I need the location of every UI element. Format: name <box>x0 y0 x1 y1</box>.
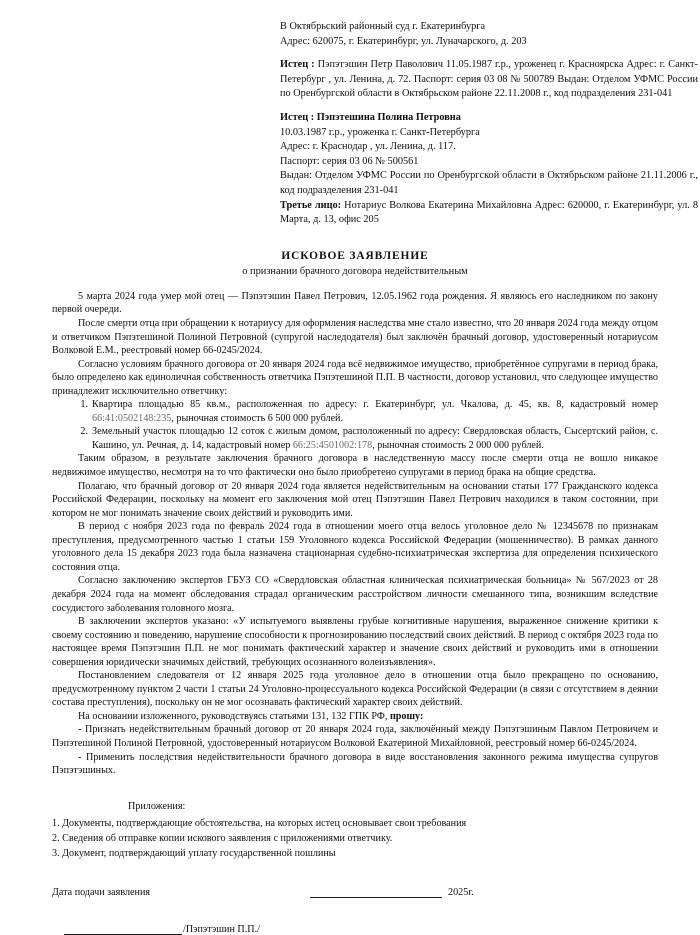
property-value: , рыночная стоимость 6 500 000 рублей. <box>171 412 344 424</box>
request-item-1: - Признать недействительным брачный договор от 20 января 2024 года, заключённый между Пэпэтэшиным Павлом Петровичем и Пэпэтешиной Полиной Петровной, удостоверенный нотариусом Волковой Екатериной Михайловной, реестровый номер 66-0245/2024. <box>52 724 658 749</box>
paragraph-notary-discovery: После смерти отца при обращении к нотариусу для оформления наследства мне стало известно, что 20 января 2024 года между отцом и ответчиком Пэпэтешиной Полиной Петровной (супругой наследодателя) был заключён брачный договор, удостоверенный нотариусом Волковой Е.М., реестровый номер 66-0245/2024. <box>52 318 658 357</box>
paragraph-death: 5 марта 2024 года умер мой отец — Пэпэтэшин Павел Петрович, 12.05.1962 года рождения. Я являюсь его наследником по закону первой очереди. <box>52 290 658 316</box>
filing-date-line[interactable] <box>310 887 442 898</box>
list-item <box>92 398 658 425</box>
page-subtitle: о признании брачного договора недействительным <box>242 265 468 277</box>
list-item: 2. Сведения об отправке копии искового заявления с приложениями ответчику. <box>52 833 393 845</box>
paragraph-request-intro <box>52 710 658 724</box>
plaintiff-two-label: Истец : Пэпэтешина Полина Петровна <box>280 112 461 124</box>
attachments-list <box>52 817 658 861</box>
plaintiff-one-block <box>280 58 698 102</box>
paragraph-estate-exclusion: Таким образом, в результате заключения брачного договора в наследственную массу после смерти отца не вошло никакое недвижимое имущество, несмотря на то что фактически оно было приобретено супругами в период брака на общие средства. <box>52 453 658 479</box>
document-body <box>52 290 658 778</box>
property-value: , рыночная стоимость 2 000 000 рублей. <box>372 439 544 451</box>
plaintiff-one-label: Истец : <box>280 59 315 71</box>
list-item <box>92 425 658 452</box>
plaintiff-two-birth: 10.03.1987 г.р., уроженка г. Санкт-Петербурга <box>280 126 480 138</box>
property-list <box>52 398 658 452</box>
request-item-2: - Применить последствия недействительности брачного договора в виде восстановления законного режима имущества супругов Пэпэтэшиных. <box>52 751 658 777</box>
signature-line[interactable] <box>64 924 182 935</box>
filing-date-label: Дата подачи заявления <box>52 887 151 899</box>
cadastral-number: 66:25:4501002:178 <box>292 439 373 451</box>
request-intro-text: На основании изложенного, руководствуясь статьями 131, 132 ГПК РФ, <box>78 710 390 722</box>
property-description: Земельный участок площадью 12 соток с жилым домом, расположенный по адресу: Свердловская область, Сысертский район, с. Кашино, ул. Речная, д. 14, кадастровый номер <box>92 426 658 451</box>
third-party-details: Нотариус Волкова Екатерина Михайловна Адрес: 620000, г. Екатеринбург, ул. 8 Марта, д. 13, офис 205 <box>280 199 698 226</box>
request-keyword: прошу: <box>389 710 424 722</box>
cadastral-number: 66:41:0502148:235 <box>92 412 172 424</box>
plaintiff-two-address: Адрес: г. Краснодар , ул. Ленина, д. 117. <box>280 141 456 153</box>
attachments-title: Приложения: <box>128 800 186 812</box>
paragraph-case-dismissal: Постановлением следователя от 12 января 2025 года уголовное дело в отношении отца было прекращено по основанию, предусмотренному пунктом 2 части 1 статьи 24 Уголовно-процессуального кодекса Российской Федерации (в связи с отсутствием в деянии состава преступления), поскольку он не мог осознавать фактический характер своих действий. <box>52 670 658 709</box>
page-title: ИСКОВОЕ ЗАЯВЛЕНИЕ <box>281 249 429 262</box>
plaintiff-one-details: Пэпэтэшин Петр Паволович 11.05.1987 г.р., уроженец г. Красноярска Адрес: г. Санкт-Петербург , ул. Ленина, д. 72. Паспорт: серия 03 08 № 500789 Выдан: Отделом УФМС России по Оренбургской области в Октябрьском районе 22.11.2008 г., код подразделения 231-041 <box>280 59 698 100</box>
plaintiff-two-block <box>280 111 698 228</box>
list-item: 3. Документ, подтверждающий уплату государственной пошлины <box>52 847 336 859</box>
signatory-name: /Пэпэтэшин П.П./ <box>183 924 260 935</box>
paragraph-criminal-case: В период с ноября 2023 года по февраль 2024 года в отношении моего отца велось уголовное дело № 12345678 по признакам преступления, предусмотренного частью 1 статьи 159 Уголовного кодекса Российской Федерации (мошенничество). В рамках данного уголовного дела 15 декабря 2023 года была назначена стационарная судебно-психиатрическая экспертиза для определения психического состояния отца. <box>52 521 658 573</box>
filing-date-year: 2025г. <box>448 887 474 899</box>
paragraph-expert-quote: В заключении экспертов указано: «У испытуемого выявлены грубые когнитивные нарушения, выраженное снижение критики к своему состоянию и поведению, нарушение способности к прогнозированию последствий своих действий. В период с октября 2023 года по настоящее время Пэпэтэшин П.П. не мог понимать фактический характер и значение своих действий и руководить ими в отношении совершения юридически значимых действий, требующих осознанного волеизъявления». <box>52 616 658 668</box>
third-party-label: Третье лицо: <box>280 199 342 211</box>
property-description: Квартира площадью 85 кв.м., расположенная по адресу: г. Екатеринбург, ул. Чкалова, д. 45, кв. 8, кадастровый номер <box>92 399 658 411</box>
paragraph-legal-ground: Полагаю, что брачный договор от 20 января 2024 года является недействительным на основании статьи 177 Гражданского кодекса Российской Федерации, поскольку на момент его заключения мой отец Пэпэтэшин Павел Петрович находился в таком состоянии, при котором не мог понимать значение своих действий и руководить ими. <box>52 480 658 519</box>
signature-block <box>52 887 658 935</box>
filing-date-row <box>52 887 658 898</box>
document-header <box>280 20 698 228</box>
plaintiff-two-issuer: Выдан: Отделом УФМС России по Оренбургской области в Октябрьском районе 21.11.2006 г., код подразделения 231-041 <box>280 170 698 197</box>
court-address-block <box>280 20 698 49</box>
plaintiff-two-passport: Паспорт: серия 03 06 № 500561 <box>280 155 419 167</box>
attachments-block <box>52 800 658 862</box>
court-name: В Октябрьский районный суд г. Екатеринбурга <box>280 21 486 32</box>
list-item: 1. Документы, подтверждающие обстоятельства, на которых истец основывает свои требования <box>52 818 467 830</box>
signature-row <box>52 924 658 935</box>
court-address: Адрес: 620075, г. Екатеринбург, ул. Луначарского, д. 203 <box>280 35 527 47</box>
paragraph-expert-report: Согласно заключению экспертов ГБУЗ СО «Свердловская областная клиническая психиатрическая больница» № 567/2023 от 28 декабря 2024 года на момент обследования страдал органическим расстройством личности смешанного типа, возникшим вследствие сосудистого заболевания головного мозга. <box>52 575 658 614</box>
paragraph-contract-terms: Согласно условиям брачного договора от 20 января 2024 года всё недвижимое имущество, приобретённое супругами в период брака, было определено как единоличная собственность ответчика Пэпэтешиной П.П. В частности, договор установил, что следующее имущество принадлежит исключительно ответчику: <box>52 358 658 397</box>
title-block <box>52 250 658 277</box>
